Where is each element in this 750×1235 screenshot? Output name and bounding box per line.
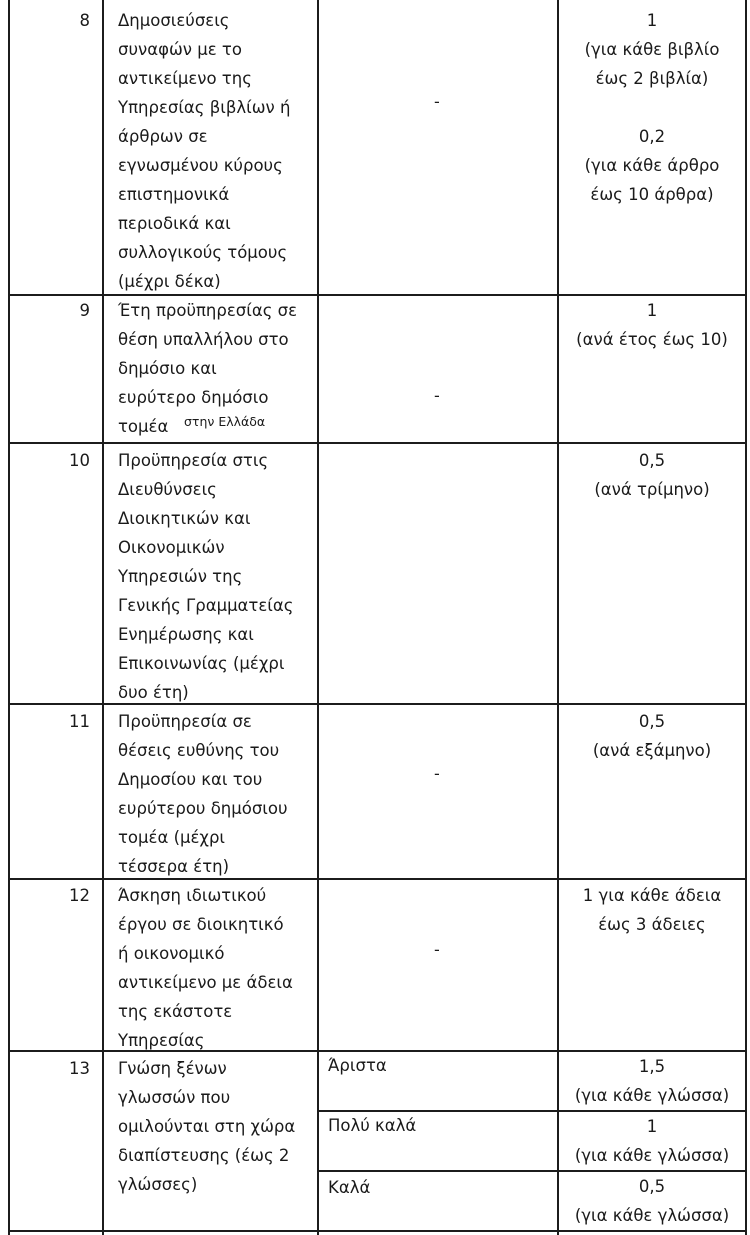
language-level: Καλά bbox=[328, 1178, 371, 1197]
empty-cell-dash: - bbox=[434, 386, 440, 405]
points-value: 1 (για κάθε γλώσσα) bbox=[574, 1117, 730, 1165]
points-value: 0,5 (ανά εξάμηνο) bbox=[592, 712, 712, 760]
empty-cell-dash: - bbox=[434, 92, 440, 111]
row-number: 12 bbox=[69, 886, 90, 905]
criterion-description: Γνώση ξένων γλωσσών που ομιλούνται στη χώρα διαπίστευσης (έως 2 γλώσσες) bbox=[118, 1059, 296, 1194]
points-value: 0,5 (για κάθε γλώσσα) bbox=[574, 1177, 730, 1225]
row-number: 8 bbox=[79, 11, 90, 30]
criterion-description: Άσκηση ιδιωτικού έργου σε διοικητικό ή οικονομικό αντικείμενο με άδεια της εκάστοτε Υπηρεσίας bbox=[118, 886, 293, 1050]
row-divider bbox=[8, 442, 747, 444]
points-value: 1 για κάθε άδεια έως 3 άδειες bbox=[582, 886, 722, 934]
row-number: 9 bbox=[79, 301, 90, 320]
empty-cell-dash: - bbox=[434, 940, 440, 959]
handwritten-note: στην Ελλάδα bbox=[184, 414, 266, 429]
empty-cell-dash: - bbox=[434, 764, 440, 783]
row-number: 13 bbox=[69, 1059, 90, 1078]
points-value: 1 (για κάθε βιβλίο έως 2 βιβλία) 0,2 (για κάθε άρθρο έως 10 άρθρα) bbox=[584, 11, 720, 204]
points-value: 1,5 (για κάθε γλώσσα) bbox=[574, 1057, 730, 1105]
criterion-description: Προϋπηρεσία σε θέσεις ευθύνης του Δημοσίου και του ευρύτερου δημόσιου τομέα (μέχρι τέσσερα έτη) bbox=[118, 712, 288, 876]
row-number: 11 bbox=[69, 712, 90, 731]
row-number: 10 bbox=[69, 451, 90, 470]
points-value: 0,5 (ανά τρίμηνο) bbox=[594, 451, 710, 499]
language-level: Πολύ καλά bbox=[328, 1116, 417, 1135]
criterion-description: Προϋπηρεσία στις Διευθύνσεις Διοικητικών και Οικονομικών Υπηρεσιών της Γενικής Γραμματείας Ενημέρωσης και Επικοινωνίας (μέχρι δυο έτη) bbox=[118, 451, 294, 702]
language-level: Άριστα bbox=[328, 1056, 387, 1075]
points-value: 1 (ανά έτος έως 10) bbox=[576, 301, 728, 349]
table-border-bottom bbox=[8, 1230, 747, 1232]
criterion-description: Δημοσιεύσεις συναφών με το αντικείμενο της Υπηρεσίας βιβλίων ή άρθρων σε εγνωσμένου κύρους επιστημονικά περιοδικά και συλλογικούς τόμους (μέχρι δέκα) bbox=[118, 11, 291, 291]
criterion-description: Έτη προϋπηρεσίας σε θέση υπαλλήλου στο δημόσιο και ευρύτερο δημόσιο τομέα bbox=[118, 301, 298, 436]
